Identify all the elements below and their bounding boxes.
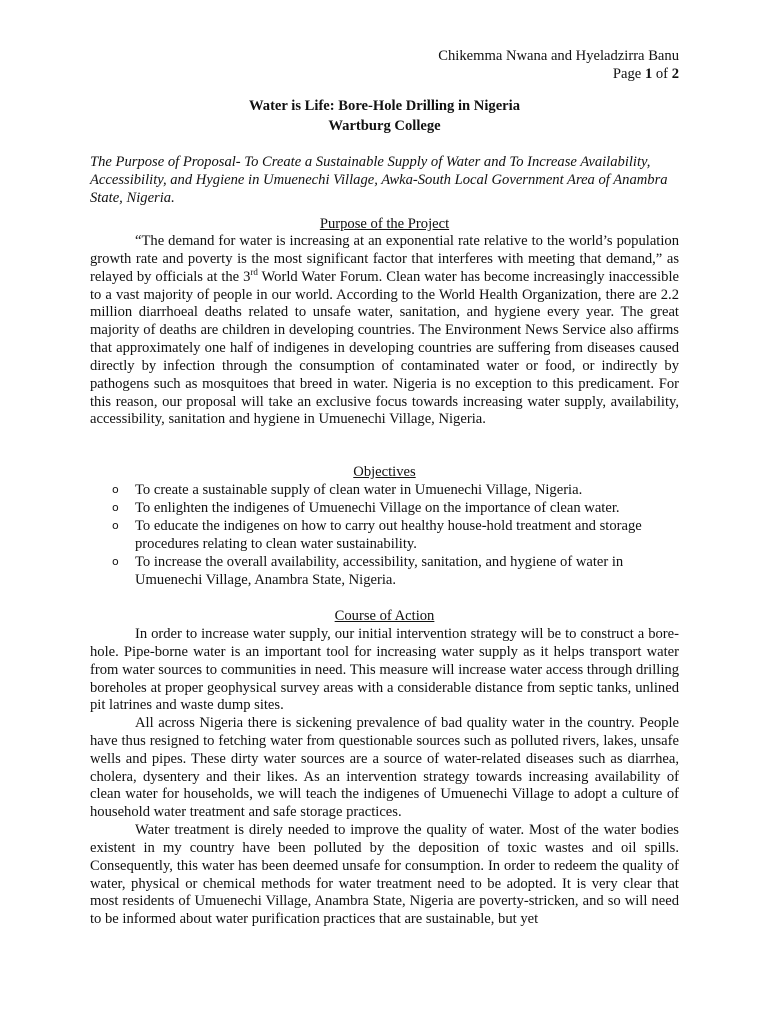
purpose-statement: The Purpose of Proposal- To Create a Sustainable Supply of Water and To Increase Availability, Accessibility, and Hygiene in Umuenechi Village, Awka-South Local Government Area of Anambra State, Nigeria.: [90, 154, 668, 206]
list-item: [90, 499, 679, 517]
document-title: Water is Life: Bore-Hole Drilling in Nigeria: [248, 98, 521, 114]
document-subtitle: Wartburg College: [328, 118, 441, 134]
purpose-text-part2: World Water Forum. Clean water has become increasingly inaccessible to a vast majority of people in our world. According to the World Health Organization, there are 2.2 million diarrhoeal deaths related to unsafe water, sanitation, and hygiene every year. The great majority of deaths are children in developing countries. The Environment News Service also affirms that approximately one half of indigenes in developing countries are suffering from diseases caused directly by infection through the consumption of contaminated water or food, or indirectly by pathogens such as mosquitoes that breed in water. Nigeria is no exception to this predicament. For this reason, our proposal will take an exclusive focus towards increasing water supply, availability, accessibility, sanitation and hygiene in Umuenechi Village, Nigeria.: [90, 268, 679, 428]
page-of: of: [652, 66, 672, 82]
header-authors: Chikemma Nwana and Hyeladzirra Banu: [438, 48, 679, 64]
objective-text: To educate the indigenes on how to carry out healthy house-hold treatment and storage procedures relating to clean water sustainability.: [135, 518, 642, 552]
document-page: [90, 0, 679, 1024]
list-item: [90, 553, 679, 589]
list-item: [90, 481, 679, 499]
purpose-superscript: rd: [250, 266, 258, 277]
course-paragraph-3: Water treatment is direly needed to improve the quality of water. Most of the water bodies existent in my country have been polluted by the deposition of toxic wastes and oil spills. Consequently, this water has been deemed unsafe for consumption. In order to redeem the quality of water, physical or chemical methods for water treatment need to be adopted. It is very clear that most residents of Umuenechi Village, Anambra State, Nigeria are poverty-stricken, and so will need to be informed about water purification practices that are sustainable, but yet: [90, 822, 679, 928]
objectives-list: [90, 481, 679, 589]
heading-course-of-action: Course of Action: [334, 608, 435, 624]
objective-text: To create a sustainable supply of clean water in Umuenechi Village, Nigeria.: [135, 482, 583, 498]
bullet-icon: o: [112, 501, 119, 514]
bullet-icon: o: [112, 555, 119, 568]
page-prefix: Page: [612, 66, 645, 82]
page-total: 2: [671, 66, 679, 82]
bullet-icon: o: [112, 483, 119, 496]
purpose-text-part1: “The demand for water is increasing at an exponential rate relative to the world’s population growth rate and poverty is the most significant factor that interferes with meeting that demand,” as relayed by officials at the 3: [90, 233, 679, 285]
bullet-icon: o: [112, 519, 119, 532]
objective-text: To increase the overall availability, accessibility, sanitation, and hygiene of water in Umuenechi Village, Anambra State, Nigeria.: [135, 554, 624, 588]
page-current: 1: [644, 66, 653, 82]
objective-text: To enlighten the indigenes of Umuenechi Village on the importance of clean water.: [135, 500, 620, 516]
course-paragraph-1: In order to increase water supply, our initial intervention strategy will be to construct a bore-hole. Pipe-borne water is an important tool for increasing water supply as it helps transport water from water sources to communities in need. This measure will increase water access through drilling boreholes at proper geophysical survey areas with a considerable distance from septic tanks, unlined pit latrines and waste dump sites.: [90, 626, 679, 714]
heading-objectives: Objectives: [353, 464, 416, 480]
course-paragraph-2: All across Nigeria there is sickening prevalence of bad quality water in the country. People have thus resigned to fetching water from questionable sources such as polluted rivers, lakes, unsafe wells and pipes. These dirty water sources are a source of water-related diseases such as diarrhea, cholera, dysentery and their likes. As an intervention strategy towards increasing availability of clean water for households, we will teach the indigenes of Umuenechi Village to adopt a culture of household water treatment and safe storage practices.: [90, 715, 679, 821]
header-page-number: [613, 65, 679, 83]
purpose-paragraph: [90, 233, 679, 429]
list-item: [90, 517, 679, 553]
heading-purpose: Purpose of the Project: [319, 216, 450, 232]
